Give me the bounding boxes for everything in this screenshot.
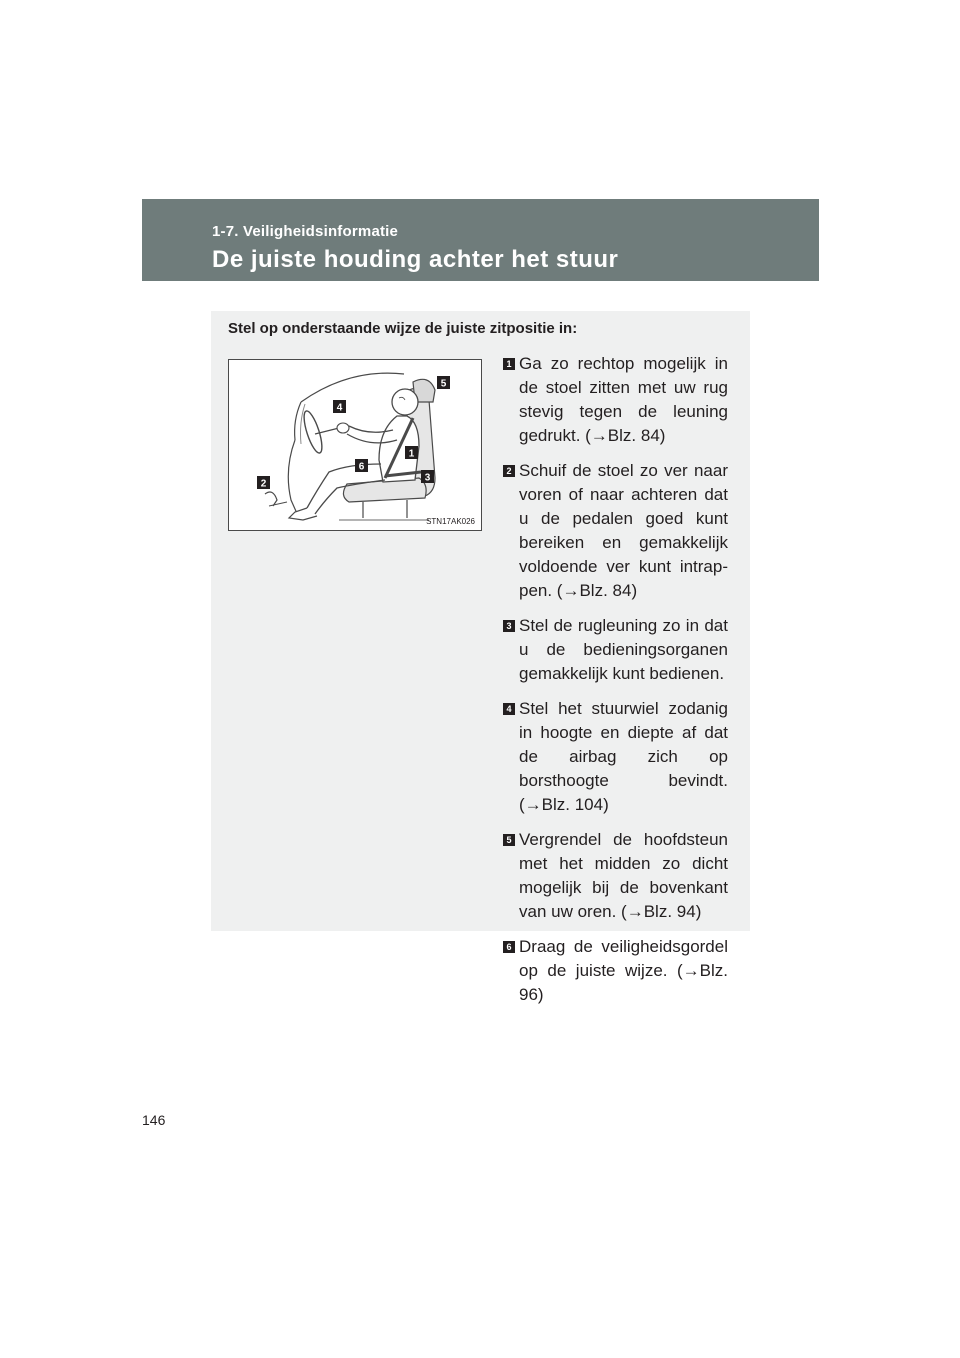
step-1 — [503, 352, 728, 448]
section-header — [142, 199, 819, 281]
step-2 — [503, 459, 728, 603]
step-text: Ga zo rechtop mogelijk in de stoel zitten met uw rug stevig tegen de leuning gedrukt. (→Blz. 84) — [519, 354, 728, 445]
step-number-badge: 3 — [503, 620, 515, 632]
steps-list — [503, 352, 728, 1018]
svg-text:3: 3 — [424, 472, 431, 484]
step-3 — [503, 614, 728, 686]
svg-text:2: 2 — [260, 478, 267, 490]
driving-posture-illustration — [228, 359, 482, 531]
callout-3 — [421, 470, 434, 484]
step-5 — [503, 828, 728, 924]
driver-seat-drawing — [229, 360, 482, 531]
step-number-badge: 4 — [503, 703, 515, 715]
step-number-badge: 5 — [503, 834, 515, 846]
step-number-badge: 6 — [503, 941, 515, 953]
step-text: Stel de rugleuning zo in dat u de bedieningsorganen gemakkelijk kunt bedienen. — [519, 616, 728, 683]
step-text: Vergrendel de hoofdsteun met het midden zo dicht mogelijk bij de bovenkant van uw oren. (→Blz. 94) — [519, 830, 728, 921]
svg-text:1: 1 — [408, 448, 415, 460]
page-number: 146 — [142, 1112, 166, 1128]
svg-text:4: 4 — [336, 402, 343, 414]
step-text: Schuif de stoel zo ver naar voren of naar achteren dat u de pedalen goed kunt bereiken en gemakkelijk voldoende ver kunt intrap-pen. (→Blz. 84) — [519, 461, 728, 600]
figure-code: STN17AK026 — [426, 517, 475, 526]
callout-6 — [355, 459, 368, 473]
section-label: 1-7. Veiligheidsinformatie — [212, 223, 399, 240]
page-title: De juiste houding achter het stuur — [212, 246, 619, 273]
callout-2 — [257, 476, 270, 490]
step-text: Stel het stuurwiel zodanig in hoogte en diepte af dat de airbag zich op borsthoogte bevindt. (→Blz. 104) — [519, 699, 728, 814]
callout-4 — [333, 400, 346, 414]
step-4 — [503, 697, 728, 817]
callout-1 — [405, 446, 418, 460]
svg-text:6: 6 — [358, 461, 365, 473]
callout-5 — [437, 376, 450, 390]
instruction-panel — [211, 311, 750, 1004]
step-text: Draag de veiligheidsgordel op de juiste wijze. (→Blz. 96) — [519, 937, 728, 1004]
svg-text:5: 5 — [440, 378, 447, 390]
step-6 — [503, 935, 728, 1007]
step-number-badge: 2 — [503, 465, 515, 477]
intro-text: Stel op onderstaande wijze de juiste zitpositie in: — [228, 320, 578, 337]
step-number-badge: 1 — [503, 358, 515, 370]
